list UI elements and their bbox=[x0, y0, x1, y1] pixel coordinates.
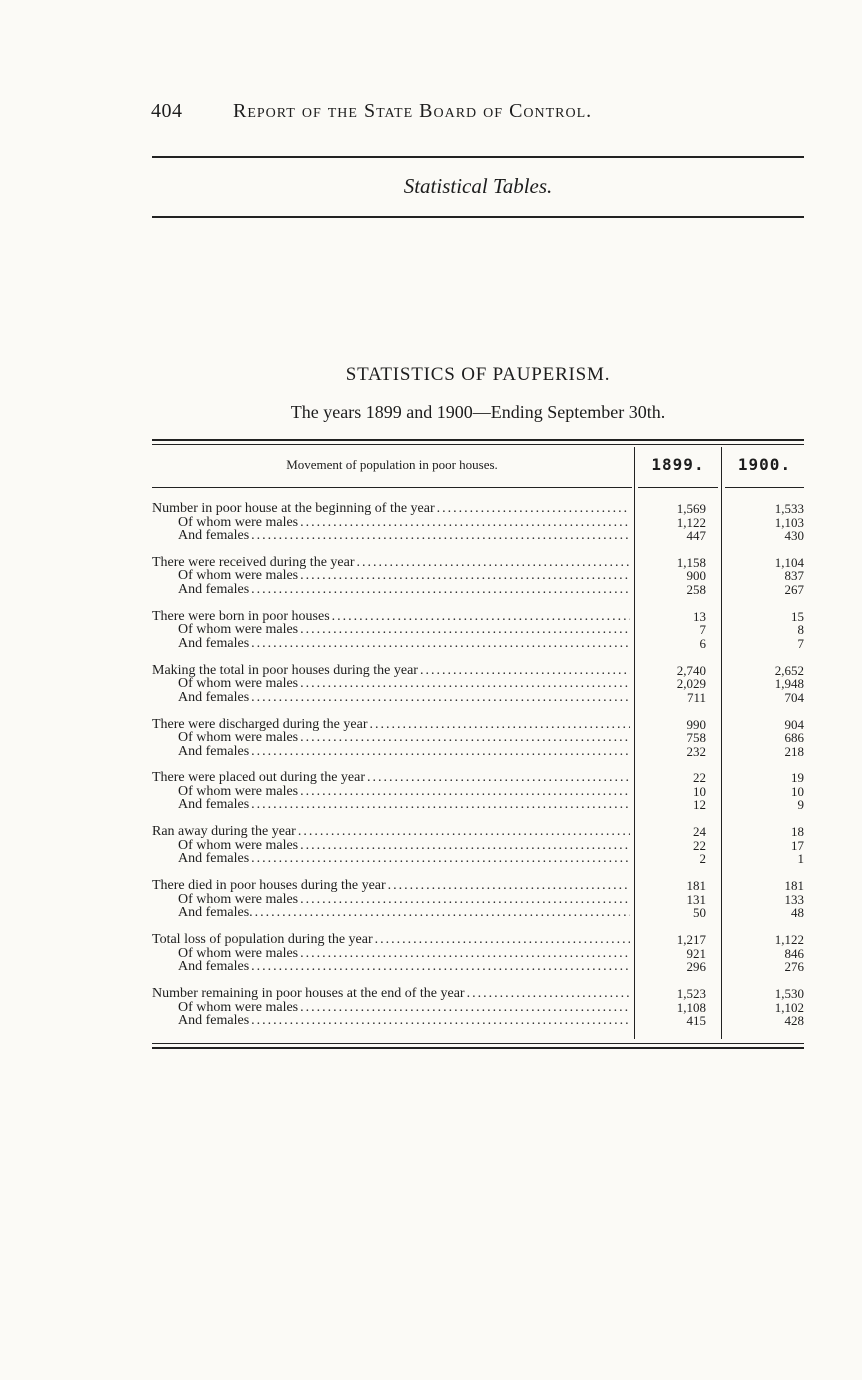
leader-dots bbox=[296, 825, 630, 839]
value-1899: 22 bbox=[693, 837, 706, 853]
value-1900: 1,948 bbox=[774, 676, 804, 692]
row-label: Of whom were males bbox=[178, 677, 299, 691]
leader-dots bbox=[298, 1001, 630, 1015]
leader-dots bbox=[365, 771, 630, 785]
row-label: There were discharged during the year bbox=[152, 717, 368, 732]
table-group bbox=[152, 502, 804, 543]
leader-dots bbox=[355, 556, 631, 570]
page-number: 404 bbox=[151, 100, 183, 122]
row-label: Making the total in poor houses during the year bbox=[152, 663, 418, 678]
leader-dots bbox=[249, 637, 630, 651]
value-1900: 1 bbox=[797, 851, 804, 867]
running-header bbox=[151, 100, 726, 123]
leader-dots bbox=[330, 610, 630, 624]
value-1900: 267 bbox=[784, 581, 804, 597]
row-label: Of whom were males bbox=[178, 946, 299, 961]
row-label: There were placed out during the year bbox=[152, 771, 366, 785]
row-label: And females bbox=[178, 744, 250, 759]
header-underline-label bbox=[152, 487, 632, 488]
running-title: Report of the State Board of Control. bbox=[233, 100, 593, 122]
value-1900: 904 bbox=[784, 716, 804, 732]
value-1900: 10 bbox=[791, 783, 804, 799]
table-row bbox=[152, 839, 804, 853]
value-1900: 2,652 bbox=[774, 662, 804, 678]
row-label: Number remaining in poor houses at the end of the year bbox=[152, 987, 465, 1001]
table-row bbox=[152, 516, 804, 530]
row-label: And females bbox=[178, 852, 250, 866]
table-row bbox=[152, 1001, 804, 1015]
row-label: And females bbox=[178, 636, 250, 651]
table-row bbox=[152, 583, 804, 597]
leader-dots bbox=[386, 879, 630, 893]
value-1899: 711 bbox=[686, 689, 706, 705]
value-1900: 686 bbox=[784, 730, 804, 746]
table-row bbox=[152, 987, 804, 1001]
row-label: Of whom were males bbox=[178, 1000, 299, 1015]
value-1899: 447 bbox=[686, 528, 706, 543]
leader-dots bbox=[298, 893, 630, 907]
value-1899: 22 bbox=[693, 770, 706, 786]
value-1900: 9 bbox=[797, 797, 804, 813]
leader-dots bbox=[298, 623, 630, 637]
value-1899: 10 bbox=[693, 783, 706, 799]
table-body bbox=[152, 502, 804, 1041]
value-1899: 758 bbox=[686, 730, 706, 746]
table-row bbox=[152, 1014, 804, 1028]
header-underline-1900 bbox=[725, 487, 804, 488]
value-1899: 6 bbox=[699, 635, 706, 651]
row-label: There were received during the year bbox=[152, 555, 355, 570]
value-1899: 415 bbox=[686, 1013, 706, 1029]
table-row bbox=[152, 745, 804, 759]
value-1899: 990 bbox=[686, 716, 706, 732]
value-1900: 19 bbox=[791, 770, 804, 786]
table-group bbox=[152, 718, 804, 759]
value-1899: 1,217 bbox=[676, 932, 706, 948]
table-row bbox=[152, 731, 804, 745]
value-1899: 131 bbox=[686, 891, 706, 907]
row-label: Ran away during the year bbox=[152, 825, 296, 839]
table-row bbox=[152, 637, 804, 651]
value-1899: 1,108 bbox=[676, 999, 706, 1015]
leader-dots bbox=[249, 960, 630, 974]
value-1900: 15 bbox=[791, 608, 804, 624]
leader-dots bbox=[249, 745, 630, 759]
table-group bbox=[152, 879, 804, 920]
table-group bbox=[152, 664, 804, 705]
value-1900: 17 bbox=[791, 837, 804, 853]
value-1900: 837 bbox=[784, 568, 804, 584]
leader-dots bbox=[298, 947, 630, 961]
row-label: And females bbox=[178, 1014, 250, 1028]
table-row bbox=[152, 718, 804, 732]
value-1899: 1,158 bbox=[676, 554, 706, 570]
table-row bbox=[152, 556, 804, 570]
value-1899: 13 bbox=[693, 608, 706, 624]
leader-dots bbox=[298, 569, 630, 583]
table-row bbox=[152, 933, 804, 947]
row-label: And females bbox=[178, 798, 250, 812]
value-1900: 218 bbox=[784, 743, 804, 759]
table-group bbox=[152, 987, 804, 1028]
value-1899: 296 bbox=[686, 959, 706, 975]
leader-dots bbox=[418, 664, 630, 678]
document-title: STATISTICS OF PAUPERISM. bbox=[345, 364, 611, 385]
row-label: And females. bbox=[178, 906, 253, 920]
row-label: Of whom were males bbox=[178, 892, 299, 907]
value-1899: 1,569 bbox=[676, 501, 706, 516]
header-rule-top bbox=[152, 156, 804, 158]
value-1899: 2,029 bbox=[676, 676, 706, 692]
value-1900: 7 bbox=[797, 635, 804, 651]
table-row bbox=[152, 893, 804, 907]
row-label: Number in poor house at the beginning of the year bbox=[152, 502, 435, 516]
value-1899: 1,523 bbox=[676, 986, 706, 1002]
value-1900: 1,104 bbox=[774, 554, 804, 570]
value-1899: 2,740 bbox=[676, 662, 706, 678]
value-1900: 1,530 bbox=[774, 986, 804, 1002]
value-1900: 1,533 bbox=[774, 501, 804, 516]
value-1900: 181 bbox=[784, 878, 804, 894]
value-1900: 276 bbox=[784, 959, 804, 975]
row-label: Of whom were males bbox=[178, 731, 299, 745]
column-header-movement: Movement of population in poor houses. bbox=[286, 457, 498, 472]
value-1899: 921 bbox=[686, 945, 706, 961]
row-label: And females bbox=[178, 690, 250, 705]
leader-dots bbox=[249, 1014, 630, 1028]
table-row bbox=[152, 852, 804, 866]
value-1900: 1,102 bbox=[774, 999, 804, 1015]
table-row bbox=[152, 529, 804, 543]
value-1899: 7 bbox=[699, 622, 706, 638]
table-group bbox=[152, 610, 804, 651]
section-title: Statistical Tables. bbox=[403, 174, 553, 198]
leader-dots bbox=[253, 906, 630, 920]
row-label: Total loss of population during the year bbox=[152, 933, 373, 947]
table-row bbox=[152, 502, 804, 516]
row-label: Of whom were males bbox=[178, 569, 299, 583]
table-row bbox=[152, 610, 804, 624]
table-row bbox=[152, 623, 804, 637]
table-row bbox=[152, 825, 804, 839]
leader-dots bbox=[249, 529, 630, 543]
leader-dots bbox=[435, 502, 630, 516]
value-1900: 846 bbox=[784, 945, 804, 961]
table-group bbox=[152, 933, 804, 974]
value-1899: 24 bbox=[693, 824, 706, 840]
table-row bbox=[152, 879, 804, 893]
leader-dots bbox=[367, 718, 630, 732]
table-row bbox=[152, 906, 804, 920]
value-1899: 258 bbox=[686, 581, 706, 597]
table-group bbox=[152, 825, 804, 866]
table-bottom-rule bbox=[152, 1043, 804, 1049]
row-label: Of whom were males bbox=[178, 623, 299, 637]
leader-dots bbox=[298, 677, 630, 691]
table-row bbox=[152, 691, 804, 705]
pauperism-table bbox=[152, 439, 804, 1051]
header-rule-bottom bbox=[152, 216, 804, 218]
row-label: There died in poor houses during the year bbox=[152, 879, 386, 893]
row-label: Of whom were males bbox=[178, 784, 299, 799]
value-1900: 704 bbox=[784, 689, 804, 705]
leader-dots bbox=[465, 987, 630, 1001]
value-1900: 48 bbox=[791, 905, 804, 921]
table-top-rule bbox=[152, 439, 804, 445]
table-row bbox=[152, 677, 804, 691]
value-1900: 8 bbox=[797, 622, 804, 638]
header-underline-1899 bbox=[638, 487, 718, 488]
value-1899: 12 bbox=[693, 797, 706, 813]
table-group bbox=[152, 556, 804, 597]
column-header-1899: 1899. bbox=[651, 455, 705, 474]
value-1899: 2 bbox=[699, 851, 706, 867]
leader-dots bbox=[249, 798, 630, 812]
table-row bbox=[152, 947, 804, 961]
table-row bbox=[152, 798, 804, 812]
row-label: And females bbox=[178, 582, 250, 597]
row-label: There were born in poor houses bbox=[152, 609, 330, 624]
table-row bbox=[152, 771, 804, 785]
row-label: And females bbox=[178, 529, 250, 543]
value-1899: 1,122 bbox=[676, 514, 706, 530]
value-1900: 18 bbox=[791, 824, 804, 840]
value-1900: 133 bbox=[784, 891, 804, 907]
leader-dots bbox=[298, 785, 630, 799]
table-row bbox=[152, 785, 804, 799]
leader-dots bbox=[373, 933, 630, 947]
value-1900: 430 bbox=[784, 528, 804, 543]
value-1899: 232 bbox=[686, 743, 706, 759]
table-row bbox=[152, 664, 804, 678]
document-subtitle: The years 1899 and 1900—Ending September 30th. bbox=[290, 402, 666, 422]
leader-dots bbox=[298, 839, 630, 853]
table-row bbox=[152, 569, 804, 583]
table-group bbox=[152, 771, 804, 812]
value-1900: 1,122 bbox=[774, 932, 804, 948]
row-label: Of whom were males bbox=[178, 838, 299, 853]
table-row bbox=[152, 960, 804, 974]
value-1899: 900 bbox=[686, 568, 706, 584]
value-1899: 50 bbox=[693, 905, 706, 921]
leader-dots bbox=[249, 583, 630, 597]
row-label: And females bbox=[178, 960, 250, 974]
leader-dots bbox=[298, 516, 630, 530]
row-label: Of whom were males bbox=[178, 515, 299, 529]
leader-dots bbox=[249, 852, 630, 866]
value-1899: 181 bbox=[686, 878, 706, 894]
value-1900: 428 bbox=[784, 1013, 804, 1029]
leader-dots bbox=[298, 731, 630, 745]
value-1900: 1,103 bbox=[774, 514, 804, 530]
column-header-1900: 1900. bbox=[737, 455, 792, 474]
leader-dots bbox=[249, 691, 630, 705]
